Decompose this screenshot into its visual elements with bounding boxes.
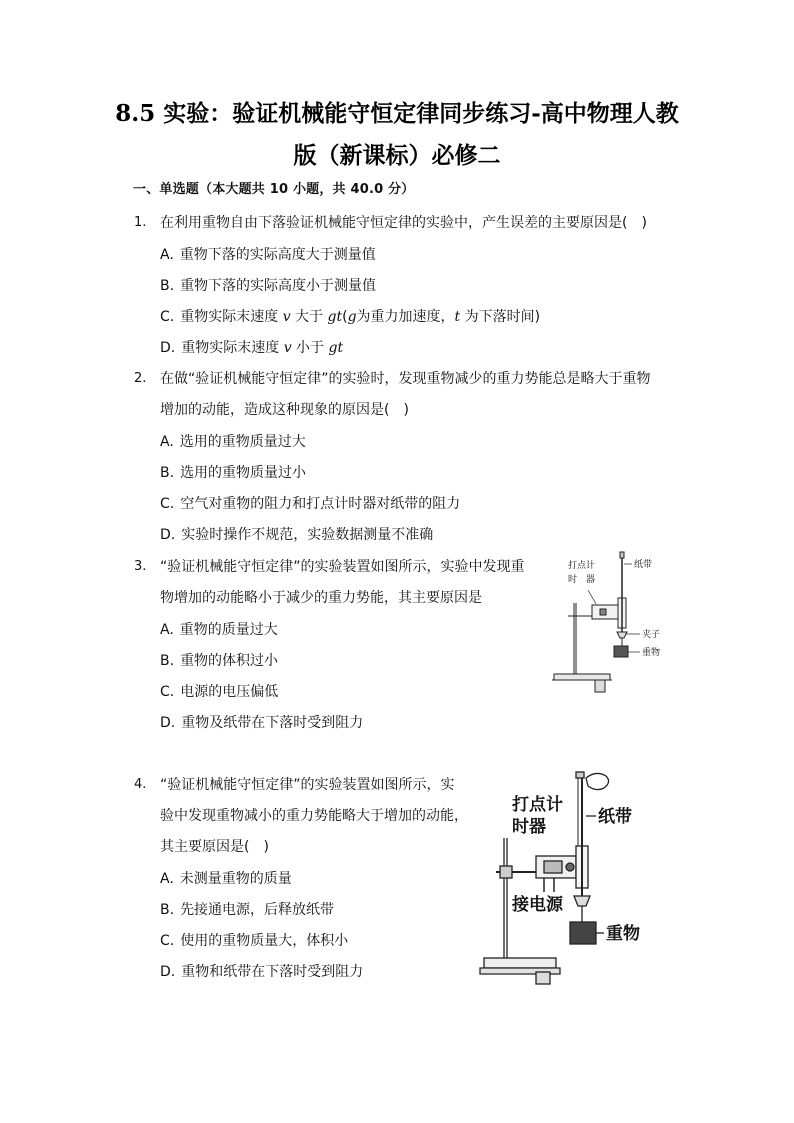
- experiment-apparatus-figure: [548, 548, 668, 693]
- option-b[interactable]: [160, 899, 334, 919]
- option-letter: D.: [160, 527, 176, 543]
- clamp: [617, 632, 627, 638]
- option-letter: B.: [160, 653, 175, 669]
- question-number: 3.: [134, 559, 147, 574]
- question-stem-line: 在利用重物自由下落验证机械能守恒定律的实验中，产生误差的主要原因是( ): [160, 215, 647, 231]
- option-letter: B.: [160, 902, 175, 918]
- option-text-part: (: [342, 309, 348, 325]
- option-text-part: 大于: [290, 309, 328, 325]
- option-letter: D.: [160, 340, 176, 356]
- option-text: 重物下落的实际高度大于测量值: [179, 247, 376, 263]
- option-text: 重物的质量过大: [179, 622, 278, 638]
- option-letter: A.: [160, 434, 174, 450]
- option-letter: D.: [160, 715, 176, 731]
- question-number: 1.: [134, 215, 147, 230]
- document-title-line-1: 8.5 实验：验证机械能守恒定律同步练习-高中物理人教: [115, 100, 679, 127]
- option-text: 空气对重物的阻力和打点计时器对纸带的阻力: [180, 496, 461, 512]
- option-letter: C.: [160, 933, 175, 949]
- option-d[interactable]: [160, 524, 433, 544]
- question-stem-line: “验证机械能守恒定律”的实验装置如图所示，实验中发现重: [160, 559, 525, 575]
- tape-top: [576, 772, 584, 778]
- math-variable: t: [454, 309, 461, 325]
- question-stem-line: 其主要原因是( ): [160, 839, 269, 855]
- option-letter: D.: [160, 964, 176, 980]
- option-c[interactable]: [160, 930, 348, 950]
- hand: [586, 773, 609, 789]
- timer-coil: [544, 861, 562, 873]
- math-variable: gt: [328, 340, 344, 356]
- option-text: 电源的电压偏低: [180, 684, 279, 700]
- option-a[interactable]: [160, 244, 376, 264]
- option-text: 选用的重物质量过小: [180, 465, 307, 481]
- label-timer: 打点计: [512, 795, 563, 815]
- option-b[interactable]: [160, 650, 278, 670]
- question-stem-line: 增加的动能，造成这种现象的原因是( ): [160, 402, 409, 418]
- option-letter: C.: [160, 496, 175, 512]
- question-stem-line: “验证机械能守恒定律”的实验装置如图所示，实: [160, 777, 455, 793]
- weight-block: [570, 922, 596, 944]
- question-stem-line: 物增加的动能略小于减少的重力势能，其主要原因是: [160, 590, 482, 606]
- option-text: 未测量重物的质量: [179, 871, 292, 887]
- option-letter: B.: [160, 465, 175, 481]
- section-header: 一、单选题（本大题共 10 小题，共 40.0 分）: [133, 182, 415, 197]
- label-weight: 重物: [642, 648, 661, 658]
- math-variable: g: [347, 309, 357, 325]
- option-a[interactable]: [160, 619, 278, 639]
- label-weight: 重物: [606, 924, 640, 944]
- tape-top: [620, 552, 624, 558]
- math-variable: v: [282, 309, 291, 325]
- option-d[interactable]: [160, 712, 363, 732]
- label-timer: 时器: [512, 817, 546, 837]
- timer-knob: [600, 609, 606, 615]
- option-text: 使用的重物质量大，体积小: [180, 933, 349, 949]
- timer-knob: [566, 863, 574, 871]
- stand-base: [554, 674, 610, 680]
- option-c[interactable]: [160, 493, 460, 513]
- stand-base: [484, 958, 556, 968]
- option-d[interactable]: [160, 337, 343, 357]
- option-text-part: 重物实际末速度: [180, 309, 283, 325]
- table-edge: [536, 972, 550, 984]
- label-timer: 打点计: [568, 561, 596, 571]
- option-a[interactable]: [160, 431, 306, 451]
- experiment-apparatus-figure: [478, 766, 678, 986]
- option-letter: A.: [160, 247, 174, 263]
- option-d[interactable]: [160, 961, 363, 981]
- option-text-part: 小于: [291, 340, 329, 356]
- option-letter: C.: [160, 684, 175, 700]
- option-text: 重物和纸带在下落时受到阻力: [181, 964, 364, 980]
- option-text-part: 重物实际末速度: [181, 340, 284, 356]
- weight-block: [614, 646, 628, 657]
- question-stem-line: 验中发现重物减小的重力势能略大于增加的动能，: [160, 808, 468, 824]
- option-letter: B.: [160, 278, 175, 294]
- document-title-line-2: 版（新课标）必修二: [293, 142, 501, 169]
- option-text-part: 为下落时间): [460, 309, 541, 325]
- label-paper-tape: 纸带: [634, 560, 653, 570]
- option-b[interactable]: [160, 275, 376, 295]
- option-letter: A.: [160, 871, 174, 887]
- option-letter: A.: [160, 622, 174, 638]
- question-stem-line: 在做“验证机械能守恒定律”的实验时，发现重物减少的重力势能总是略大于重物: [160, 371, 651, 387]
- clamp: [574, 896, 590, 906]
- option-text: 实验时操作不规范，实验数据测量不准确: [181, 527, 434, 543]
- label-paper-tape: 纸带: [598, 807, 632, 827]
- question-number: 2.: [134, 371, 147, 386]
- label-clamp: 夹子: [642, 630, 661, 640]
- math-variable: gt: [327, 309, 343, 325]
- option-b[interactable]: [160, 462, 306, 482]
- option-text: 重物的体积过小: [180, 653, 279, 669]
- math-variable: v: [283, 340, 292, 356]
- option-text-part: 为重力加速度，: [356, 309, 455, 325]
- table-edge: [595, 680, 605, 692]
- label-power: 接电源: [512, 895, 563, 915]
- option-c[interactable]: [160, 306, 540, 326]
- option-text: 选用的重物质量过大: [179, 434, 306, 450]
- option-text: 重物及纸带在下落时受到阻力: [181, 715, 364, 731]
- option-c[interactable]: [160, 681, 278, 701]
- option-letter: C.: [160, 309, 175, 325]
- label-timer: 时 器: [568, 575, 596, 585]
- leader-line: [588, 590, 596, 604]
- question-number: 4.: [134, 777, 147, 792]
- option-a[interactable]: [160, 868, 292, 888]
- option-text: 重物下落的实际高度小于测量值: [180, 278, 377, 294]
- boss-clamp: [500, 866, 512, 878]
- option-text: 先接通电源，后释放纸带: [180, 902, 335, 918]
